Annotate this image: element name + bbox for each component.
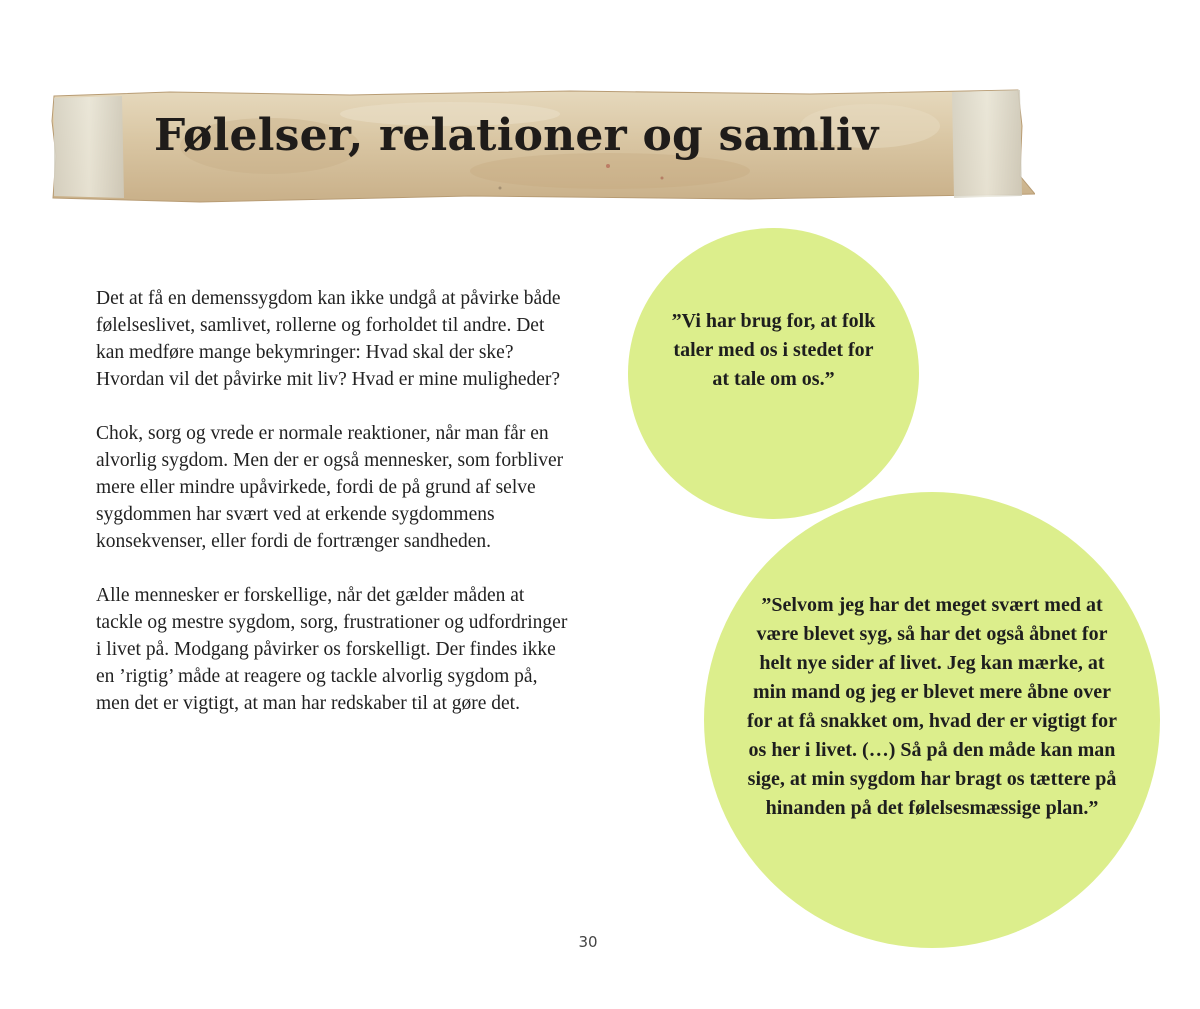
body-paragraph-2: Chok, sorg og vrede er normale reaktioner, når man får en alvorlig sygdom. Men der er også mennesker, som forbliver mere eller mindre upåvirkede, fordi de på grund af selve sygdommen har svært ved at erkende sygdommens konsekvenser, eller fordi de fortrænger sandheden. bbox=[96, 423, 564, 552]
page-number: 30 bbox=[578, 933, 598, 951]
body-paragraph-1: Det at få en demenssygdom kan ikke undgå at påvirke både følelseslivet, samlivet, rollerne og forholdet til andre. Det kan medføre mange bekymringer: Hvad skal der ske? Hvordan vil det påvirke mit liv? Hvad er mine muligheder? bbox=[96, 288, 561, 390]
title-banner bbox=[50, 86, 1035, 206]
quote-text-2: ”Selvom jeg har det meget svært med at være blevet syg, så har det også åbnet for helt nye sider af livet. Jeg kan mærke, at min mand og jeg er blevet mere åbne over for at få snakket om, hvad der er vigtigt for os her i livet. (…) Så på den måde kan man sige, at min sygdom har bragt os tættere på hinanden på det følelsesmæssige plan.” bbox=[747, 594, 1117, 819]
quote-text-1: ”Vi har brug for, at folk taler med os i stedet for at tale om os.” bbox=[671, 310, 876, 390]
right-tape bbox=[952, 90, 1022, 198]
quote-circle-small bbox=[628, 228, 919, 519]
body-text bbox=[96, 285, 574, 744]
left-tape bbox=[54, 96, 124, 198]
page-title: Følelser, relationer og samliv bbox=[154, 110, 879, 161]
body-paragraph-3: Alle mennesker er forskellige, når det gælder måden at tackle og mestre sygdom, sorg, frustrationer og udfordringer i livet på. Modgang påvirker os forskelligt. Der findes ikke en ’rigtig’ måde at reagere og tackle alvorlig sygdom på, men det er vigtigt, at man har redskaber til at gøre det. bbox=[96, 585, 568, 714]
quote-circle-large bbox=[704, 492, 1160, 948]
